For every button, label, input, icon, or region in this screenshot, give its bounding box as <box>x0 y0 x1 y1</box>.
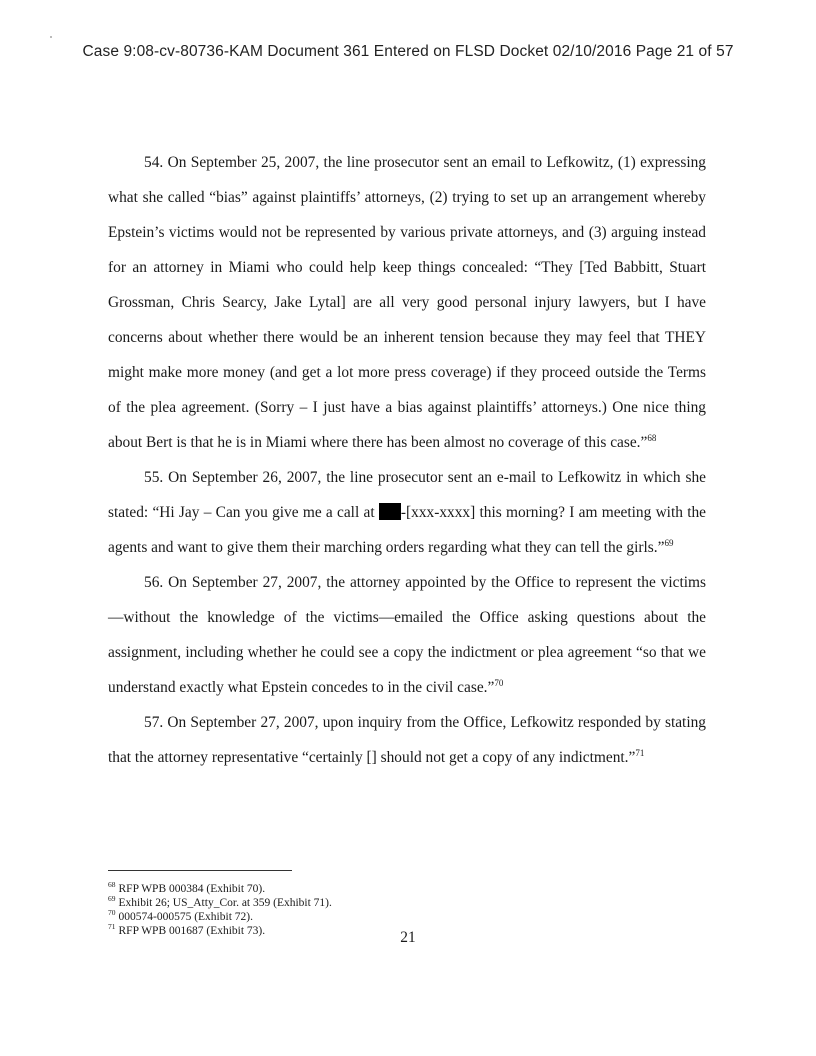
footnote-item <box>108 896 706 910</box>
document-body <box>108 145 706 775</box>
footnote-ref-70[interactable]: 70 <box>494 677 504 688</box>
footnote-ref-71[interactable]: 71 <box>635 747 645 758</box>
footnote-number: 69 <box>108 894 116 904</box>
footnote-item <box>108 910 706 924</box>
page-number: 21 <box>400 929 416 946</box>
redaction-box <box>379 503 401 520</box>
footnote-text: RFP WPB 001687 (Exhibit 73). <box>118 925 266 937</box>
paragraph-55: 55. On September 26, 2007, the line prosecutor sent an e-mail to Lefkowitz in which she stated: “Hi Jay – Can you give me a call at -[xxx-xxxx] this morning? I am meeting with the agents and want to give them their marching orders regarding what they can tell the girls.”$^{69}$ <box>108 469 706 556</box>
footnote-text: Exhibit 26; US_Atty_Cor. at 359 (Exhibit 71). <box>118 897 332 909</box>
docket-header: Case 9:08-cv-80736-KAM Document 361 Entered on FLSD Docket 02/10/2016 Page 21 of 57 <box>82 43 734 60</box>
footnote-number: 68 <box>108 880 116 890</box>
footnote-ref-68[interactable]: 68 <box>647 432 657 443</box>
footnote-text: RFP WPB 000384 (Exhibit 70). <box>118 883 266 895</box>
paragraph-57: 57. On September 27, 2007, upon inquiry from the Office, Lefkowitz responded by stating that the attorney representative “certainly [] should not get a copy of any indictment.”$^{71}$ <box>108 714 706 766</box>
footnote-ref-69[interactable]: 69 <box>664 537 674 548</box>
scan-artifact <box>50 36 52 38</box>
footnote-number: 70 <box>108 908 116 918</box>
footnote-text: 000574-000575 (Exhibit 72). <box>118 911 253 923</box>
paragraph-56: 56. On September 27, 2007, the attorney appointed by the Office to represent the victims—without the knowledge of the victims—emailed the Office asking questions about the assignment, including whether he could see a copy the indictment or plea agreement “so that we understand exactly what Epstein concedes to in the civil case.”$^{70}$ <box>108 574 706 696</box>
footnote-number: 71 <box>108 922 116 932</box>
paragraph-54: 54. On September 25, 2007, the line prosecutor sent an email to Lefkowitz, (1) expressing what she called “bias” against plaintiffs’ attorneys, (2) trying to set up an arrangement whereby Epstein’s victims would not be represented by various private attorneys, and (3) arguing instead for an attorney in Miami who could help keep things concealed: “They [Ted Babbitt, Stuart Grossman, Chris Searcy, Jake Lytal] are all very good personal injury lawyers, but I have concerns about whether there would be an inherent tension because they may feel that THEY might make more money (and get a lot more press coverage) if they proceed outside the Terms of the plea agreement. (Sorry – I just have a bias against plaintiffs’ attorneys.) One nice thing about Bert is that he is in Miami where there has been almost no coverage of this case.”$^{68}$ <box>108 154 706 451</box>
footnote-item <box>108 882 706 896</box>
footnote-separator <box>108 870 292 871</box>
